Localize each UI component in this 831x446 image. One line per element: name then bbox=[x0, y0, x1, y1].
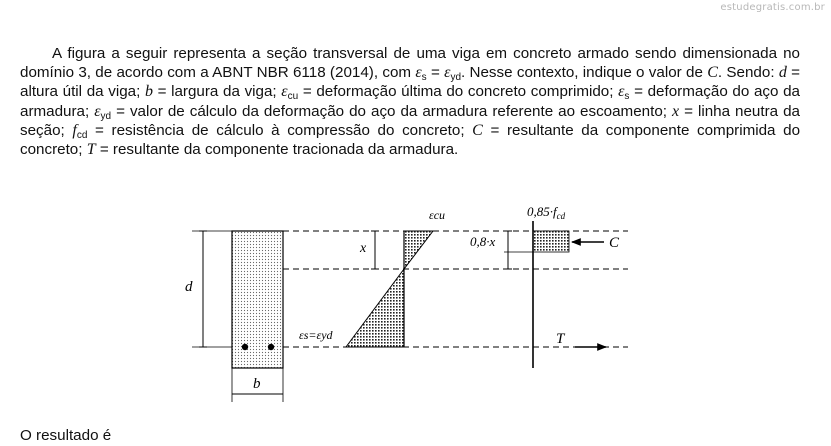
rebar-right bbox=[268, 344, 274, 350]
label-08x: 0,8·x bbox=[470, 234, 496, 249]
stress-block bbox=[533, 231, 569, 252]
rebar-left bbox=[242, 344, 248, 350]
label-ecu: εcu bbox=[429, 208, 446, 222]
result-text: O resultado é bbox=[20, 427, 112, 444]
dimension-08x bbox=[504, 231, 533, 269]
strain-compression bbox=[404, 231, 433, 269]
dimension-x bbox=[371, 231, 379, 269]
beam-section bbox=[232, 231, 283, 368]
question-paragraph: A figura a seguir representa a seção transversal de uma viga em concreto armado sendo dimensionada no domínio 3, de acordo com a ABNT NBR 6118 (2014), com $\varepsilon_s = \varepsilon_{yd}$. Nesse contexto, indique o valor de C. Sendo: d = altura útil da viga; b = largura da viga; $\varepsilon_{cu}$ = deformação última do concreto comprimido; $\varepsilon_s$ = deformação do aço da armadura; $\varepsilon_{yd}$ = valor de cálculo da deformação do aço da armadura referente ao escoamento; x = linha neutra da seção; $f_{cd}$ = resistência de cálculo à compressão do concreto; C = resultante da componente comprimida do concreto; T = resultante da componente tracionada da armadura. bbox=[20, 45, 801, 159]
label-b: b bbox=[253, 376, 261, 392]
label-085fcd: $0,85\cdot f_{cd}$ bbox=[527, 204, 566, 221]
label-T: T bbox=[556, 331, 565, 347]
label-C: C bbox=[609, 235, 620, 251]
strain-tension bbox=[346, 269, 404, 347]
watermark: estudegratis.com.br bbox=[720, 2, 825, 13]
label-d: d bbox=[185, 279, 193, 295]
label-es-eyd: εs=εyd bbox=[299, 328, 333, 342]
reference-lines bbox=[283, 231, 628, 347]
dimension-d bbox=[192, 231, 232, 347]
label-x: x bbox=[360, 241, 367, 256]
